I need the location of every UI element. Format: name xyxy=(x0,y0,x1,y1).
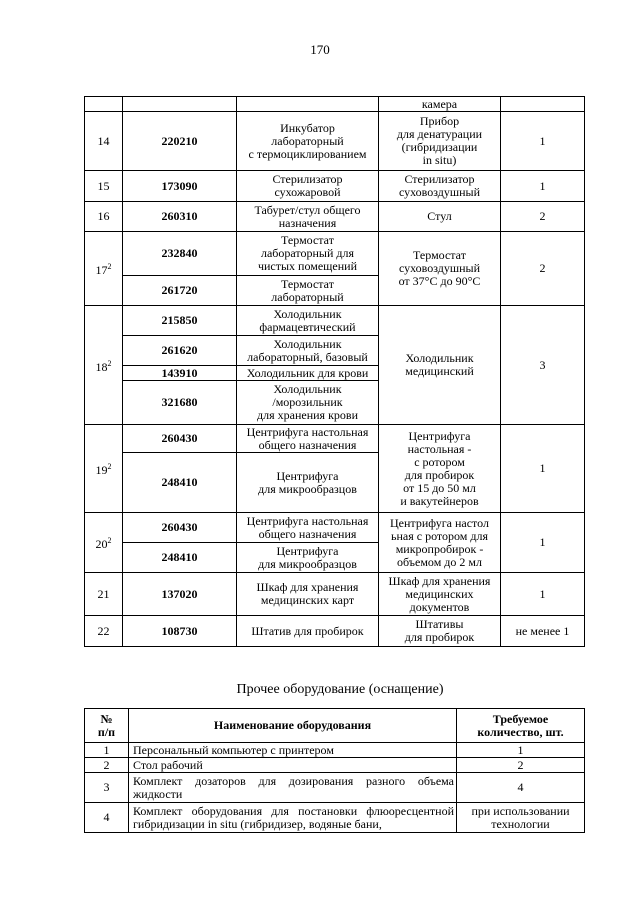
row-number: 4 xyxy=(85,803,129,833)
row-number: 2 xyxy=(85,758,129,773)
table-row xyxy=(85,425,585,453)
device-type-cell: Стул xyxy=(379,202,501,232)
name-cell: Холодильник лабораторный, базовый xyxy=(237,336,379,366)
table-row xyxy=(85,202,585,232)
table-row xyxy=(85,773,585,803)
device-type-cell: Прибор для денатурации (гибридизации in situ) xyxy=(379,112,501,171)
header-name: Наименование оборудования xyxy=(129,709,457,743)
device-type-cell: Стерилизатор суховоздушный xyxy=(379,171,501,202)
header-number: № п/п xyxy=(85,709,129,743)
code-cell: 220210 xyxy=(123,112,237,171)
name-cell: Комплект оборудования для постановки флюоресцентной гибридизации in situ (гибридизер, водяные бани, xyxy=(129,803,457,833)
name-cell: Стерилизатор сухожаровой xyxy=(237,171,379,202)
code-cell: 248410 xyxy=(123,453,237,513)
name-cell: Шкаф для хранения медицинских карт xyxy=(237,573,379,616)
table-row xyxy=(85,573,585,616)
quantity-cell: 4 xyxy=(457,773,585,803)
table-row xyxy=(85,97,585,112)
code-cell: 143910 xyxy=(123,366,237,381)
row-number: 14 xyxy=(85,112,123,171)
quantity-cell: 2 xyxy=(501,202,585,232)
row-number: $17^2$ xyxy=(85,232,123,306)
device-type-cell: Центрифуга настол ьная с ротором для микропробирок - объемом до 2 мл xyxy=(379,513,501,573)
name-cell: Персональный компьютер с принтером xyxy=(129,743,457,758)
row-number: 21 xyxy=(85,573,123,616)
code-cell: 261620 xyxy=(123,336,237,366)
quantity-cell: 1 xyxy=(501,513,585,573)
quantity-cell: 1 xyxy=(501,573,585,616)
section-title: Прочее оборудование (оснащение) xyxy=(236,682,444,697)
name-cell: Термостат лабораторный для чистых помещений xyxy=(237,232,379,276)
name-cell: Табурет/стул общего назначения xyxy=(237,202,379,232)
page-number: 170 xyxy=(310,42,330,57)
name-cell: Центрифуга для микрообразцов xyxy=(237,543,379,573)
table-row xyxy=(85,171,585,202)
code-cell: 321680 xyxy=(123,381,237,425)
name-cell: Термостат лабораторный xyxy=(237,276,379,306)
code-cell: 232840 xyxy=(123,232,237,276)
quantity-cell: 2 xyxy=(501,232,585,306)
device-type-cell: Центрифуга настольная - с ротором для пробирок от 15 до 50 мл и вакутейнеров xyxy=(379,425,501,513)
row-number: $19^2$ xyxy=(85,425,123,513)
quantity-cell: 2 xyxy=(457,758,585,773)
quantity-cell: 1 xyxy=(501,112,585,171)
code-cell: 173090 xyxy=(123,171,237,202)
quantity-cell: 1 xyxy=(501,425,585,513)
name-cell: Стол рабочий xyxy=(129,758,457,773)
device-type-cell: камера xyxy=(379,97,501,112)
name-cell: Центрифуга настольная общего назначения xyxy=(237,513,379,543)
name-cell: Центрифуга для микрообразцов xyxy=(237,453,379,513)
name-cell: Центрифуга настольная общего назначения xyxy=(237,425,379,453)
name-cell: Комплект дозаторов для дозирования разного объема жидкости xyxy=(129,773,457,803)
name-cell: Инкубатор лабораторный с термоциклированием xyxy=(237,112,379,171)
table-row xyxy=(85,803,585,833)
row-number: 22 xyxy=(85,616,123,647)
header-quantity: Требуемое количество, шт. xyxy=(457,709,585,743)
code-cell: 260430 xyxy=(123,513,237,543)
quantity-cell: не менее 1 xyxy=(501,616,585,647)
row-number: $18^2$ xyxy=(85,306,123,425)
quantity-cell: 1 xyxy=(457,743,585,758)
row-number: 1 xyxy=(85,743,129,758)
code-cell: 108730 xyxy=(123,616,237,647)
code-cell: 261720 xyxy=(123,276,237,306)
code-cell: 260310 xyxy=(123,202,237,232)
table-row xyxy=(85,758,585,773)
table-row xyxy=(85,232,585,276)
name-cell: Холодильник для крови xyxy=(237,366,379,381)
device-type-cell: Термостат суховоздушный от 37°С до 90°С xyxy=(379,232,501,306)
name-cell: Штатив для пробирок xyxy=(237,616,379,647)
other-equipment-table xyxy=(84,708,585,833)
code-cell: 248410 xyxy=(123,543,237,573)
code-cell: 215850 xyxy=(123,306,237,336)
table-row xyxy=(85,112,585,171)
name-cell: Холодильник /морозильник для хранения крови xyxy=(237,381,379,425)
code-cell: 260430 xyxy=(123,425,237,453)
name-cell: Холодильник фармацевтический xyxy=(237,306,379,336)
table-row xyxy=(85,306,585,336)
quantity-cell: 3 xyxy=(501,306,585,425)
row-number: 16 xyxy=(85,202,123,232)
table-row xyxy=(85,616,585,647)
equipment-table xyxy=(84,96,585,647)
code-cell: 137020 xyxy=(123,573,237,616)
table-row xyxy=(85,513,585,543)
device-type-cell: Холодильник медицинский xyxy=(379,306,501,425)
row-number: 15 xyxy=(85,171,123,202)
table-header-row xyxy=(85,709,585,743)
device-type-cell: Штативы для пробирок xyxy=(379,616,501,647)
table-row xyxy=(85,743,585,758)
row-number: 3 xyxy=(85,773,129,803)
row-number: $20^2$ xyxy=(85,513,123,573)
quantity-cell: 1 xyxy=(501,171,585,202)
quantity-cell: при использовании технологии xyxy=(457,803,585,833)
device-type-cell: Шкаф для хранения медицинских документов xyxy=(379,573,501,616)
